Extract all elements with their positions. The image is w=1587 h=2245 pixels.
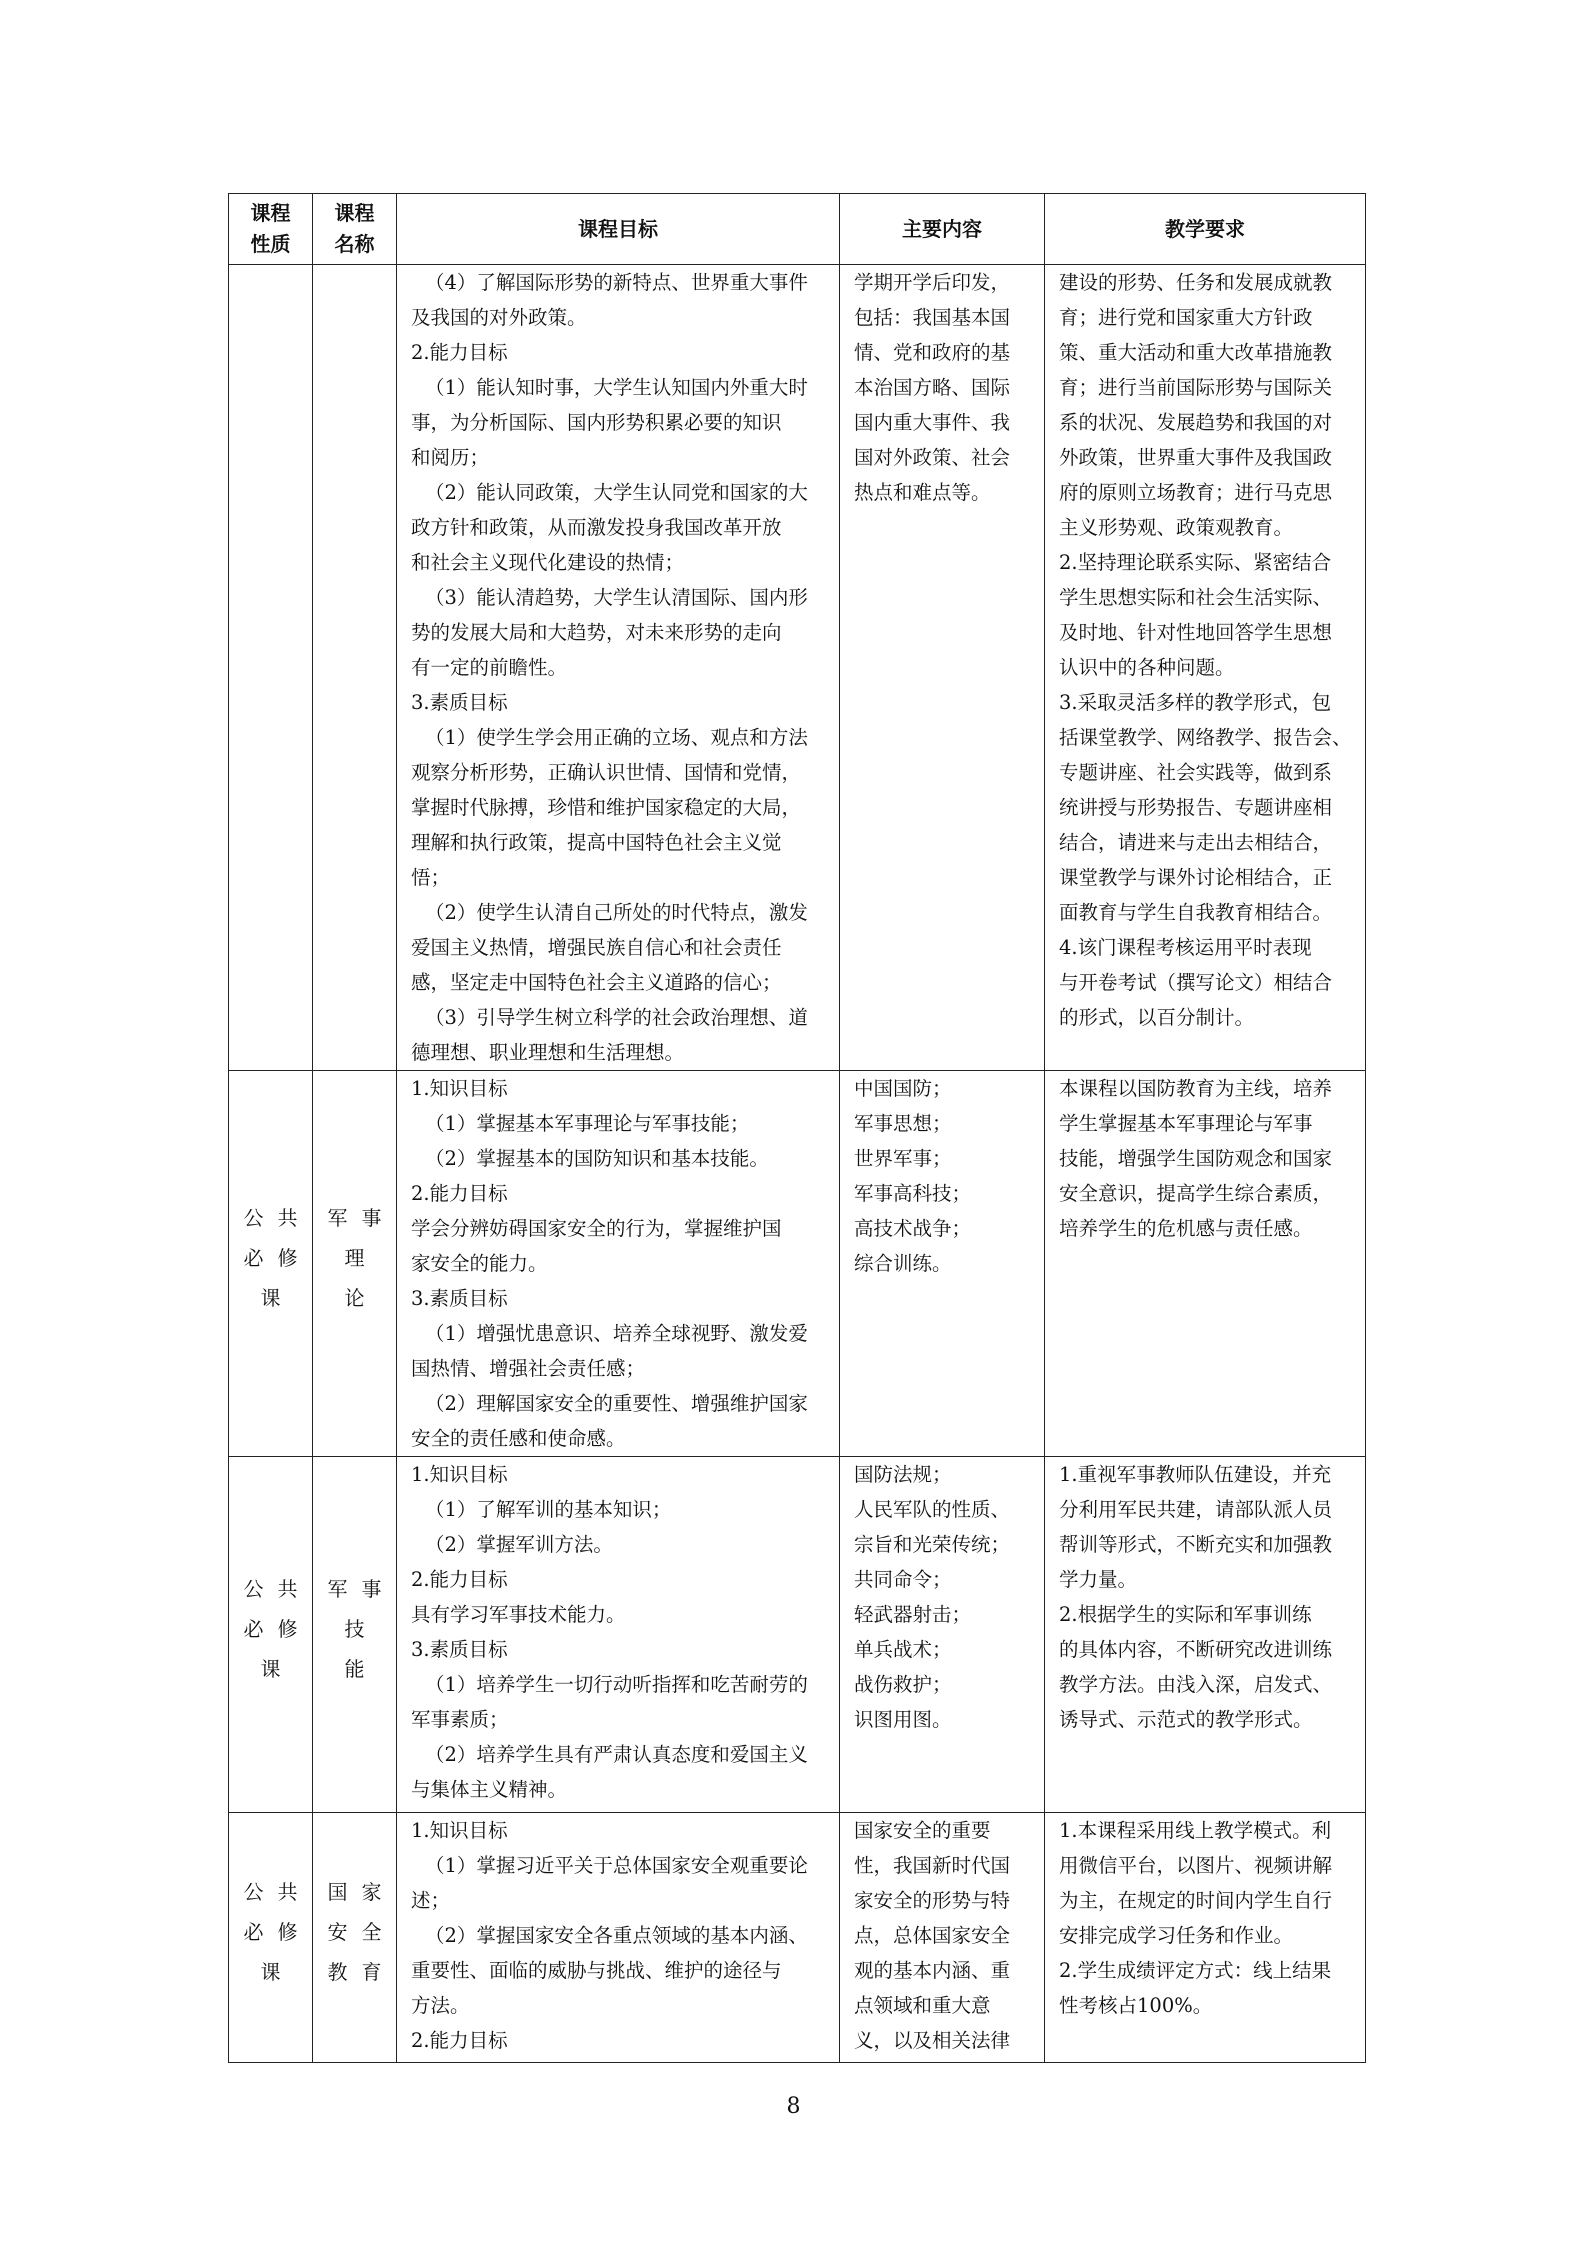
teaching-requirement-line: 分利用军民共建，请部队派人员 xyxy=(1059,1498,1333,1521)
goal-line: 军事素质； xyxy=(411,1708,509,1731)
main-content-line: 世界军事； xyxy=(854,1147,952,1170)
teaching-requirement-line: 培养学生的危机感与责任感。 xyxy=(1059,1217,1313,1240)
main-content-line: 观的基本内涵、重 xyxy=(854,1959,1011,1982)
course-name-cell-line: 论 xyxy=(344,1286,379,1310)
goal-line: （3）能认清趋势，大学生认清国际、国内形 xyxy=(425,586,808,609)
goal-line: （1）培养学生一切行动听指挥和吃苦耐劳的 xyxy=(425,1673,808,1696)
course-nature-cell-line: 课 xyxy=(260,1657,295,1681)
goal-line: （1）了解军训的基本知识； xyxy=(425,1498,672,1521)
teaching-requirement-line: 主义形势观、政策观教育。 xyxy=(1059,516,1294,539)
teaching-requirement-line: 技能，增强学生国防观念和国家 xyxy=(1059,1147,1333,1170)
course-goal-cell xyxy=(397,1457,840,1813)
course-name-cell xyxy=(313,1071,397,1457)
teaching-requirement-line: 4.该门课程考核运用平时表现 xyxy=(1059,936,1312,959)
teaching-requirement-line: 建设的形势、任务和发展成就教 xyxy=(1059,271,1333,294)
goal-line: 3.素质目标 xyxy=(411,1287,508,1310)
teaching-requirement-line: 育；进行党和国家重大方针政 xyxy=(1059,306,1313,329)
course-name-cell xyxy=(313,1457,397,1813)
teaching-requirement-line: 2.坚持理论联系实际、紧密结合 xyxy=(1059,551,1332,574)
teaching-requirement-line: 的具体内容，不断研究改进训练 xyxy=(1059,1638,1333,1661)
table-row xyxy=(229,1071,1366,1457)
course-name-cell-line: 军事 xyxy=(327,1577,396,1601)
teaching-requirement-line: 教学方法。由浅入深，启发式、 xyxy=(1059,1673,1333,1696)
main-content-line: 人民军队的性质、 xyxy=(854,1498,1011,1521)
goal-line: 掌握时代脉搏，珍惜和维护国家稳定的大局， xyxy=(411,796,802,819)
goal-line: 爱国主义热情，增强民族自信心和社会责任 xyxy=(411,936,782,959)
teaching-requirement-line: 统讲授与形势报告、专题讲座相 xyxy=(1059,796,1333,819)
goal-line: （4）了解国际形势的新特点、世界重大事件 xyxy=(425,271,808,294)
course-goal-cell xyxy=(397,1071,840,1457)
goal-line: 2.能力目标 xyxy=(411,1568,508,1591)
course-name-cell-line: 教育 xyxy=(327,1960,396,1984)
goal-line: 1.知识目标 xyxy=(411,1463,508,1486)
main-content-line: 学期开学后印发， xyxy=(854,271,1011,294)
main-content-line: 综合训练。 xyxy=(854,1252,952,1275)
course-name-cell xyxy=(313,265,397,1071)
course-name-cell-label xyxy=(314,1198,396,1318)
course-nature-cell-line: 公共 xyxy=(243,1206,312,1230)
teaching-requirement-line: 课堂教学与课外讨论相结合，正 xyxy=(1059,866,1333,889)
course-nature-cell-line: 课 xyxy=(260,1960,295,1984)
course-nature-cell-line: 必修 xyxy=(243,1920,312,1944)
header-teaching-requirement: 教学要求 xyxy=(1045,194,1366,265)
goal-line: （1）能认知时事，大学生认知国内外重大时 xyxy=(425,376,808,399)
goal-line: （2）掌握基本的国防知识和基本技能。 xyxy=(425,1147,769,1170)
main-content-line: 军事高科技； xyxy=(854,1182,972,1205)
goal-line: （1）增强忧患意识、培养全球视野、激发爱 xyxy=(425,1322,808,1345)
goal-line: 具有学习军事技术能力。 xyxy=(411,1603,626,1626)
header-nature-line-1: 课程 xyxy=(250,201,291,225)
teaching-requirement-line: 括课堂教学、网络教学、报告会、 xyxy=(1059,726,1352,749)
main-content-line: 家安全的形势与特 xyxy=(854,1889,1011,1912)
teaching-requirement-line: 学生思想实际和社会生活实际、 xyxy=(1059,586,1333,609)
course-goal-cell xyxy=(397,1813,840,2063)
goal-line: 德理想、职业理想和生活理想。 xyxy=(411,1041,685,1064)
teaching-requirement-line: 为主，在规定的时间内学生自行 xyxy=(1059,1889,1333,1912)
teaching-requirement-line: 的形式，以百分制计。 xyxy=(1059,1006,1255,1029)
teaching-requirement-line: 1.本课程采用线上教学模式。利 xyxy=(1059,1819,1332,1842)
goal-line: （2）能认同政策，大学生认同党和国家的大 xyxy=(425,481,808,504)
main-content-line: 高技术战争； xyxy=(854,1217,972,1240)
main-content-cell xyxy=(840,265,1045,1071)
course-nature-cell-line: 公共 xyxy=(243,1880,312,1904)
header-course-name xyxy=(313,194,397,265)
teaching-requirement-line: 及时地、针对性地回答学生思想 xyxy=(1059,621,1333,644)
goal-line: 2.能力目标 xyxy=(411,341,508,364)
main-content-line: 国对外政策、社会 xyxy=(854,446,1011,469)
goal-line: 感，坚定走中国特色社会主义道路的信心； xyxy=(411,971,782,994)
goal-line: 3.素质目标 xyxy=(411,691,508,714)
goal-line: 3.素质目标 xyxy=(411,1638,508,1661)
teaching-requirement-line: 本课程以国防教育为主线，培养 xyxy=(1059,1077,1333,1100)
goal-line: （2）掌握军训方法。 xyxy=(425,1533,613,1556)
main-content-line: 点领域和重大意 xyxy=(854,1994,991,2017)
main-content-line: 国内重大事件、我 xyxy=(854,411,1011,434)
goal-line: 述； xyxy=(411,1889,451,1912)
teaching-requirement-line: 2.学生成绩评定方式：线上结果 xyxy=(1059,1959,1332,1982)
main-content-line: 共同命令； xyxy=(854,1568,952,1591)
teaching-requirement-line: 1.重视军事教师队伍建设，并充 xyxy=(1059,1463,1332,1486)
teaching-requirement-line: 学力量。 xyxy=(1059,1568,1138,1591)
teaching-requirement-line: 3.采取灵活多样的教学形式，包 xyxy=(1059,691,1332,714)
goal-line: 方法。 xyxy=(411,1994,470,2017)
goal-line: 重要性、面临的威胁与挑战、维护的途径与 xyxy=(411,1959,782,1982)
goal-line: （1）掌握习近平关于总体国家安全观重要论 xyxy=(425,1854,808,1877)
teaching-requirement-line: 系的状况、发展趋势和我国的对 xyxy=(1059,411,1333,434)
main-content-cell xyxy=(840,1457,1045,1813)
main-content-line: 点，总体国家安全 xyxy=(854,1924,1011,1947)
main-content-line: 包括：我国基本国 xyxy=(854,306,1011,329)
goal-line: 政方针和政策，从而激发投身我国改革开放 xyxy=(411,516,782,539)
table-row xyxy=(229,1813,1366,2063)
goal-line: 1.知识目标 xyxy=(411,1819,508,1842)
goal-line: 悟； xyxy=(411,866,451,889)
main-content-line: 军事思想； xyxy=(854,1112,952,1135)
course-nature-cell-line: 课 xyxy=(260,1286,295,1310)
main-content-line: 战伤救护； xyxy=(854,1673,952,1696)
teaching-requirement-cell xyxy=(1045,1071,1366,1457)
goal-line: 势的发展大局和大趋势，对未来形势的走向 xyxy=(411,621,782,644)
goal-line: （1）使学生学会用正确的立场、观点和方法 xyxy=(425,726,808,749)
goal-line: （2）掌握国家安全各重点领域的基本内涵、 xyxy=(425,1924,808,1947)
course-nature-cell xyxy=(229,265,313,1071)
teaching-requirement-line: 性考核占100%。 xyxy=(1059,1994,1213,2017)
main-content-cell xyxy=(840,1813,1045,2063)
course-nature-cell xyxy=(229,1457,313,1813)
main-content-line: 性，我国新时代国 xyxy=(854,1854,1011,1877)
course-name-cell-line: 能 xyxy=(344,1657,379,1681)
goal-line: 观察分析形势，正确认识世情、国情和党情， xyxy=(411,761,802,784)
course-nature-cell-line: 公共 xyxy=(243,1577,312,1601)
teaching-requirement-line: 安全意识，提高学生综合素质， xyxy=(1059,1182,1333,1205)
course-nature-cell-label xyxy=(230,1872,312,1992)
header-name-line-2: 名称 xyxy=(334,232,375,256)
teaching-requirement-line: 学生掌握基本军事理论与军事 xyxy=(1059,1112,1313,1135)
course-name-cell-line: 理 xyxy=(344,1246,379,1270)
course-name-cell-line: 国家 xyxy=(327,1880,396,1904)
header-name-line-1: 课程 xyxy=(334,201,375,225)
goal-line: 及我国的对外政策。 xyxy=(411,306,587,329)
table-row xyxy=(229,265,1366,1071)
goal-line: 2.能力目标 xyxy=(411,2029,508,2052)
course-nature-cell-line: 必修 xyxy=(243,1246,312,1270)
teaching-requirement-line: 育；进行当前国际形势与国际关 xyxy=(1059,376,1333,399)
teaching-requirement-line: 帮训等形式，不断充实和加强教 xyxy=(1059,1533,1333,1556)
course-name-cell-label xyxy=(314,1569,396,1689)
page-number: 8 xyxy=(786,2094,801,2119)
goal-line: （2）培养学生具有严肃认真态度和爱国主义 xyxy=(425,1743,808,1766)
table-row xyxy=(229,1457,1366,1813)
main-content-line: 宗旨和光荣传统； xyxy=(854,1533,1011,1556)
goal-line: 事，为分析国际、国内形势积累必要的知识 xyxy=(411,411,782,434)
teaching-requirement-cell xyxy=(1045,1457,1366,1813)
course-name-cell-line: 安全 xyxy=(327,1920,396,1944)
teaching-requirement-line: 外政策，世界重大事件及我国政 xyxy=(1059,446,1333,469)
teaching-requirement-line: 府的原则立场教育；进行马克思 xyxy=(1059,481,1333,504)
goal-line: （3）引导学生树立科学的社会政治理想、道 xyxy=(425,1006,808,1029)
goal-line: 理解和执行政策，提高中国特色社会主义觉 xyxy=(411,831,782,854)
main-content-line: 中国国防； xyxy=(854,1077,952,1100)
goal-line: 有一定的前瞻性。 xyxy=(411,656,568,679)
teaching-requirement-line: 认识中的各种问题。 xyxy=(1059,656,1235,679)
header-course-nature xyxy=(229,194,313,265)
goal-line: 2.能力目标 xyxy=(411,1182,508,1205)
teaching-requirement-line: 安排完成学习任务和作业。 xyxy=(1059,1924,1294,1947)
main-content-line: 国防法规； xyxy=(854,1463,952,1486)
course-name-cell-line: 军事 xyxy=(327,1206,396,1230)
goal-line: 与集体主义精神。 xyxy=(411,1778,568,1801)
main-content-line: 单兵战术； xyxy=(854,1638,952,1661)
teaching-requirement-line: 诱导式、示范式的教学形式。 xyxy=(1059,1708,1313,1731)
teaching-requirement-line: 与开卷考试（撰写论文）相结合 xyxy=(1059,971,1333,994)
table-body xyxy=(229,265,1366,2063)
goal-line: 家安全的能力。 xyxy=(411,1252,548,1275)
main-content-cell xyxy=(840,1071,1045,1457)
course-nature-cell xyxy=(229,1813,313,2063)
goal-line: 学会分辨妨碍国家安全的行为，掌握维护国 xyxy=(411,1217,782,1240)
table-header-row xyxy=(229,194,1366,265)
course-name-cell-label xyxy=(314,1872,396,1992)
course-table xyxy=(228,193,1366,2063)
main-content-line: 义，以及相关法律 xyxy=(854,2029,1011,2052)
course-goal-cell xyxy=(397,265,840,1071)
goal-line: （2）理解国家安全的重要性、增强维护国家 xyxy=(425,1392,808,1415)
teaching-requirement-line: 2.根据学生的实际和军事训练 xyxy=(1059,1603,1312,1626)
course-name-cell-line: 技 xyxy=(344,1617,379,1641)
teaching-requirement-cell xyxy=(1045,1813,1366,2063)
course-nature-cell xyxy=(229,1071,313,1457)
goal-line: 和社会主义现代化建设的热情； xyxy=(411,551,685,574)
goal-line: 国热情、增强社会责任感； xyxy=(411,1357,646,1380)
header-main-content: 主要内容 xyxy=(840,194,1045,265)
goal-line: 安全的责任感和使命感。 xyxy=(411,1427,626,1450)
goal-line: （1）掌握基本军事理论与军事技能； xyxy=(425,1112,750,1135)
header-nature-line-2: 性质 xyxy=(250,232,291,256)
goal-line: （2）使学生认清自己所处的时代特点，激发 xyxy=(425,901,808,924)
main-content-line: 本治国方略、国际 xyxy=(854,376,1011,399)
goal-line: 1.知识目标 xyxy=(411,1077,508,1100)
teaching-requirement-line: 结合，请进来与走出去相结合， xyxy=(1059,831,1333,854)
teaching-requirement-line: 用微信平台，以图片、视频讲解 xyxy=(1059,1854,1333,1877)
main-content-line: 情、党和政府的基 xyxy=(854,341,1011,364)
teaching-requirement-cell xyxy=(1045,265,1366,1071)
goal-line: 和阅历； xyxy=(411,446,490,469)
course-nature-cell-line: 必修 xyxy=(243,1617,312,1641)
header-course-goal: 课程目标 xyxy=(397,194,840,265)
main-content-line: 国家安全的重要 xyxy=(854,1819,991,1842)
course-name-cell xyxy=(313,1813,397,2063)
teaching-requirement-line: 专题讲座、社会实践等，做到系 xyxy=(1059,761,1333,784)
main-content-line: 热点和难点等。 xyxy=(854,481,991,504)
teaching-requirement-line: 面教育与学生自我教育相结合。 xyxy=(1059,901,1333,924)
course-nature-cell-label xyxy=(230,1198,312,1318)
teaching-requirement-line: 策、重大活动和重大改革措施教 xyxy=(1059,341,1333,364)
course-nature-cell-label xyxy=(230,1569,312,1689)
main-content-line: 轻武器射击； xyxy=(854,1603,972,1626)
main-content-line: 识图用图。 xyxy=(854,1708,952,1731)
